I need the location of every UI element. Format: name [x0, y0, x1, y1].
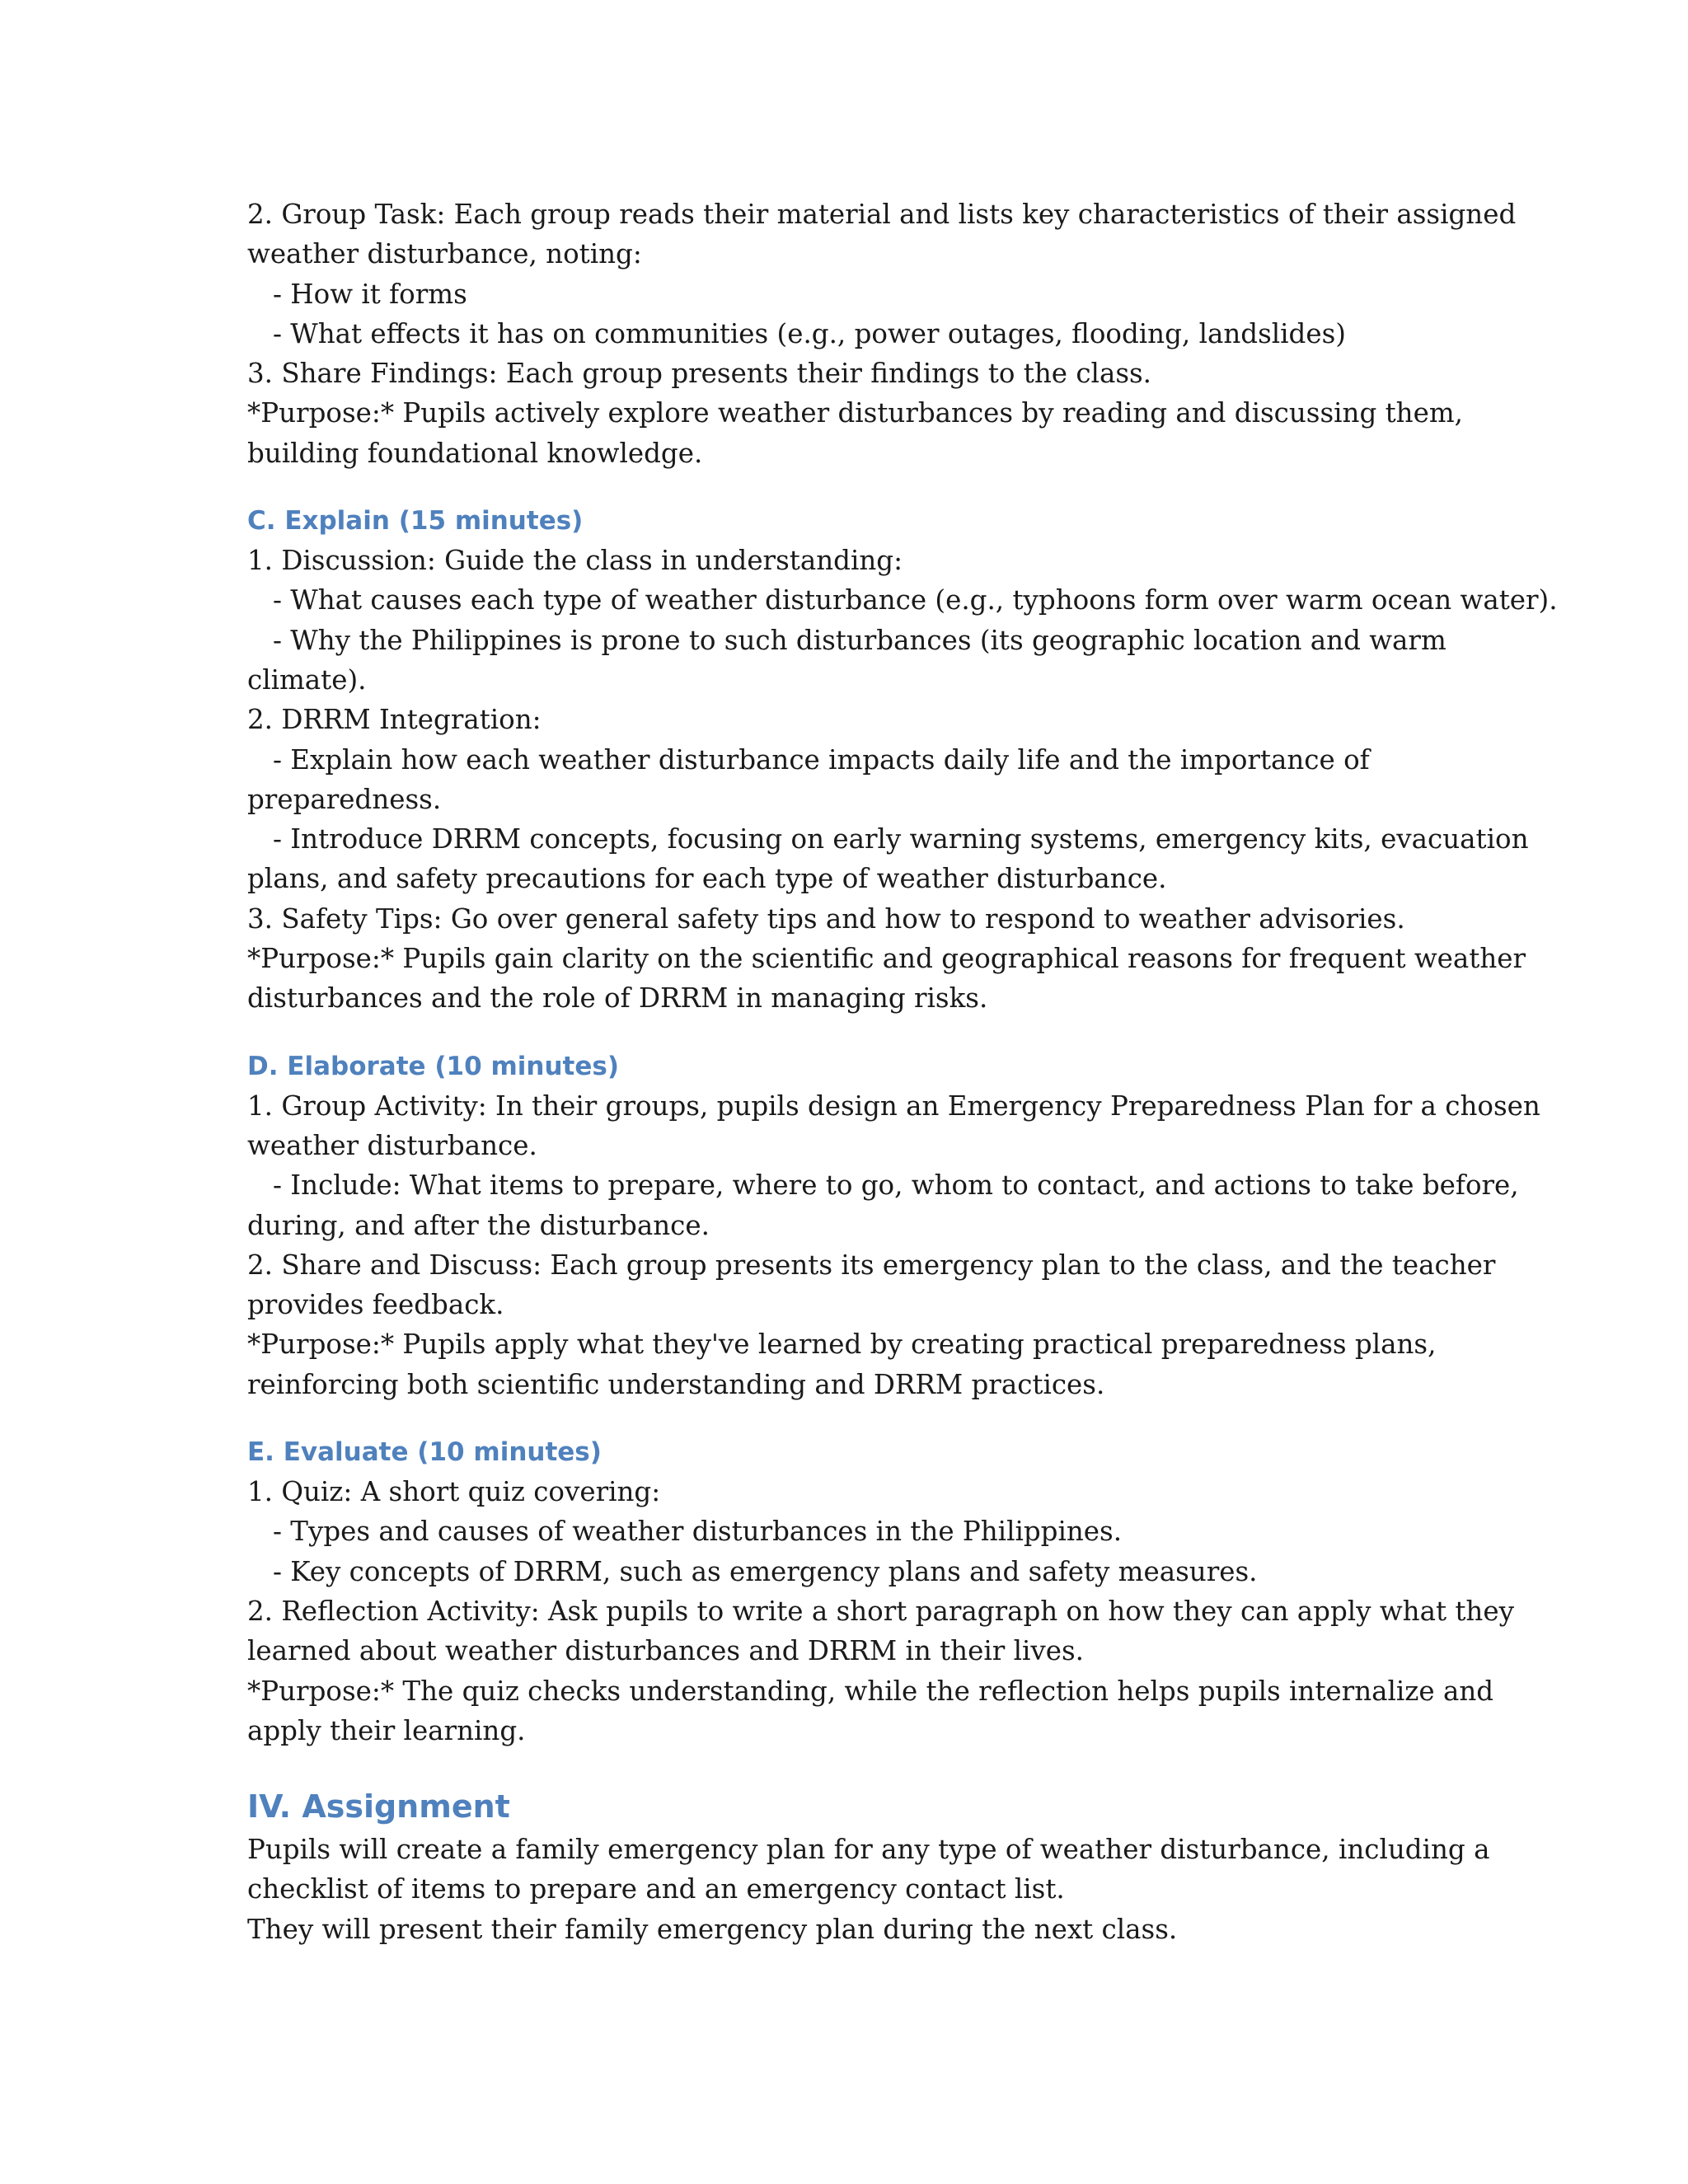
body-line: 1. Discussion: Guide the class in understanding: [247, 545, 903, 577]
body-line: weather disturbance, noting: [247, 238, 642, 270]
spacer [247, 1750, 1451, 1783]
body-line: 3. Safety Tips: Go over general safety tips and how to respond to weather advisories. [247, 902, 1405, 935]
body-line: preparedness. [247, 783, 442, 815]
body-line: 2. Group Task: Each group reads their material and lists key characteristics of their assigned [247, 199, 1517, 230]
body-line: climate). [247, 663, 367, 696]
body-line: reinforcing both scientific understanding and DRRM practices. [247, 1368, 1105, 1400]
body-line: disturbances and the role of DRRM in managing risks. [247, 982, 988, 1015]
body-line: apply their learning. [247, 1714, 526, 1746]
body-line: weather disturbance. [247, 1129, 537, 1161]
section-heading-evaluate: E. Evaluate (10 minutes) [247, 1437, 602, 1468]
document-body [247, 194, 1558, 1949]
body-line: They will present their family emergency plan during the next class. [247, 1913, 1178, 1945]
section-engage-continued [247, 194, 1517, 473]
body-line: *Purpose:* Pupils apply what they've learned by creating practical preparedness plans, [247, 1329, 1437, 1361]
section-evaluate [247, 1432, 1514, 1750]
body-line: - Why the Philippines is prone to such disturbances (its geographic location and warm [247, 624, 1447, 656]
body-line: - Key concepts of DRRM, such as emergency plans and safety measures. [247, 1555, 1258, 1587]
section-elaborate [247, 1047, 1540, 1404]
body-line: *Purpose:* Pupils actively explore weather disturbances by reading and discussing them, [247, 397, 1463, 429]
body-line: checklist of items to prepare and an emergency contact list. [247, 1873, 1065, 1905]
body-line: 3. Share Findings: Each group presents their findings to the class. [247, 358, 1152, 390]
body-line: building foundational knowledge. [247, 437, 703, 469]
body-line: provides feedback. [247, 1289, 504, 1321]
section-assignment [247, 1783, 1490, 1949]
body-line: *Purpose:* The quiz checks understanding, while the reflection helps pupils internalize and [247, 1675, 1494, 1707]
section-heading-explain: C. Explain (15 minutes) [247, 506, 584, 537]
body-line: - Explain how each weather disturbance impacts daily life and the importance of [247, 743, 1370, 776]
body-line: 1. Group Activity: In their groups, pupils design an Emergency Preparedness Plan for a chosen [247, 1090, 1540, 1122]
section-explain [247, 501, 1558, 1019]
body-line: - How it forms [247, 278, 467, 310]
section-heading-elaborate: D. Elaborate (10 minutes) [247, 1051, 619, 1081]
body-line: learned about weather disturbances and DRRM in their lives. [247, 1635, 1084, 1667]
body-line: plans, and safety precautions for each type of weather disturbance. [247, 863, 1167, 895]
body-line: - What causes each type of weather disturbance (e.g., typhoons form over warm ocean water). [247, 584, 1558, 616]
body-line: - Introduce DRRM concepts, focusing on early warning systems, emergency kits, evacuation [247, 823, 1529, 855]
body-line: - Include: What items to prepare, where to go, whom to contact, and actions to take before, [247, 1169, 1519, 1202]
spacer [247, 1019, 1451, 1047]
body-line: 2. Share and Discuss: Each group presents its emergency plan to the class, and the teacher [247, 1249, 1496, 1281]
body-line: - Types and causes of weather disturbances in the Philippines. [247, 1516, 1123, 1548]
body-line: Pupils will create a family emergency plan for any type of weather disturbance, including a [247, 1834, 1490, 1866]
spacer [247, 1404, 1451, 1432]
body-line: 2. Reflection Activity: Ask pupils to write a short paragraph on how they can apply what they [247, 1595, 1514, 1627]
body-line: - What effects it has on communities (e.g., power outages, flooding, landslides) [247, 317, 1346, 349]
spacer [247, 473, 1451, 501]
body-line: during, and after the disturbance. [247, 1209, 710, 1241]
body-line: *Purpose:* Pupils gain clarity on the scientific and geographical reasons for frequent weather [247, 943, 1526, 975]
body-line: 2. DRRM Integration: [247, 704, 542, 736]
section-heading-assignment: IV. Assignment [247, 1788, 510, 1825]
body-line: 1. Quiz: A short quiz covering: [247, 1476, 661, 1508]
